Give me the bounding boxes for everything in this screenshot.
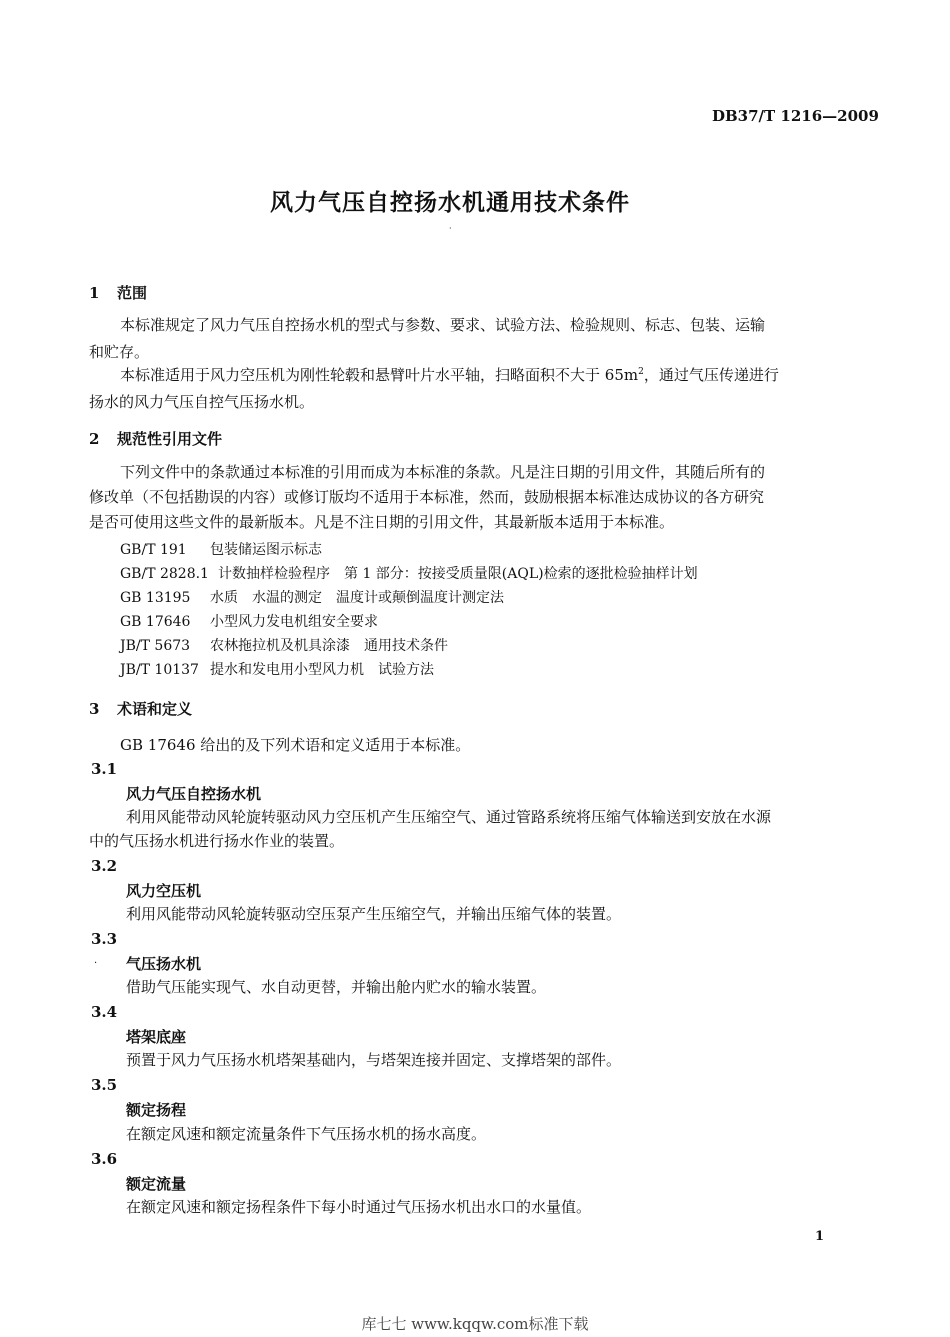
term-definition: 预置于风力气压扬水机塔架基础内，与塔架连接并固定、支撑塔架的部件。 xyxy=(126,1051,622,1069)
superscript: 2 xyxy=(638,367,644,377)
reference-item xyxy=(120,563,698,583)
term-definition: 中的气压扬水机进行扬水作业的装置。 xyxy=(89,832,345,850)
page-number: 1 xyxy=(815,1229,825,1244)
reference-item xyxy=(120,587,504,607)
paragraph-line xyxy=(120,364,779,385)
section-title: 范围 xyxy=(117,284,148,302)
paragraph-line: 扬水的风力气压自控气压扬水机。 xyxy=(89,393,315,411)
paragraph-line: 和贮存。 xyxy=(89,343,150,361)
paragraph-line: 下列文件中的条款通过本标准的引用而成为本标准的条款。凡是注日期的引用文件，其随后所有的 xyxy=(120,463,766,481)
term-name: 风力空压机 xyxy=(126,882,202,900)
section-2-heading xyxy=(89,428,222,449)
section-1-heading xyxy=(89,282,147,303)
paragraph-line: GB 17646 给出的及下列术语和定义适用于本标准。 xyxy=(120,736,471,754)
reference-title: 计数抽样检验程序 第 1 部分：按接受质量限(AQL)检索的逐批检验抽样计划 xyxy=(218,566,698,582)
document-title: 风力气压自控扬水机通用技术条件 xyxy=(270,189,630,216)
term-definition: 在额定风速和额定扬程条件下每小时通过气压扬水机出水口的水量值。 xyxy=(126,1198,592,1216)
reference-item xyxy=(120,635,448,655)
section-title: 术语和定义 xyxy=(117,700,193,718)
reference-code: GB 13195 xyxy=(120,590,191,606)
reference-title: 水质 水温的测定 温度计或颠倒温度计测定法 xyxy=(210,590,504,606)
term-name: 气压扬水机 xyxy=(126,955,202,973)
term-definition: 利用风能带动风轮旋转驱动风力空压机产生压缩空气、通过管路系统将压缩气体输送到安放在水源 xyxy=(126,808,772,826)
term-name: 额定扬程 xyxy=(126,1101,187,1119)
paragraph-line: 本标准规定了风力气压自控扬水机的型式与参数、要求、试验方法、检验规则、标志、包装、运输 xyxy=(120,316,766,334)
reference-code: JB/T 10137 xyxy=(120,662,199,678)
section-title: 规范性引用文件 xyxy=(117,430,223,448)
term-definition: 利用风能带动风轮旋转驱动空压泵产生压缩空气，并输出压缩气体的装置。 xyxy=(126,905,622,923)
reference-item xyxy=(120,611,378,631)
term-number: 3.6 xyxy=(91,1150,118,1168)
document-code: DB37/T 1216—2009 xyxy=(712,107,879,125)
text-run: ，通过气压传递进行 xyxy=(643,366,779,384)
speck: · xyxy=(449,224,452,233)
term-definition: 在额定风速和额定流量条件下气压扬水机的扬水高度。 xyxy=(126,1125,487,1143)
term-name: 塔架底座 xyxy=(126,1028,187,1046)
term-name: 风力气压自控扬水机 xyxy=(126,785,262,803)
reference-title: 小型风力发电机组安全要求 xyxy=(210,614,378,630)
text-run: 本标准适用于风力空压机为刚性轮毂和悬臂叶片水平轴，扫略面积不大于 65m xyxy=(120,366,639,384)
paragraph-line: 是否可使用这些文件的最新版本。凡是不注日期的引用文件，其最新版本适用于本标准。 xyxy=(89,513,675,531)
section-number: 2 xyxy=(89,430,100,448)
term-number: 3.5 xyxy=(91,1076,118,1094)
reference-code: GB 17646 xyxy=(120,614,191,630)
term-number: 3.3 xyxy=(91,930,118,948)
reference-item xyxy=(120,659,434,679)
term-number: 3.2 xyxy=(91,857,118,875)
footer-watermark: 库七七 www.kqqw.com标准下载 xyxy=(361,1315,589,1333)
reference-title: 包装储运图示标志 xyxy=(210,542,322,558)
reference-item xyxy=(120,539,322,559)
reference-code: GB/T 191 xyxy=(120,542,187,558)
term-number: 3.1 xyxy=(91,760,118,778)
section-number: 3 xyxy=(89,700,100,718)
term-definition: 借助气压能实现气、水自动更替，并输出舱内贮水的输水装置。 xyxy=(126,978,547,996)
reference-code: JB/T 5673 xyxy=(120,638,191,654)
reference-code: GB/T 2828.1 xyxy=(120,566,209,582)
speck: · xyxy=(94,958,98,969)
term-number: 3.4 xyxy=(91,1003,118,1021)
section-3-heading xyxy=(89,698,192,719)
section-number: 1 xyxy=(89,284,100,302)
term-name: 额定流量 xyxy=(126,1175,187,1193)
reference-title: 提水和发电用小型风力机 试验方法 xyxy=(210,662,434,678)
reference-title: 农林拖拉机及机具涂漆 通用技术条件 xyxy=(210,638,448,654)
paragraph-line: 修改单（不包括勘误的内容）或修订版均不适用于本标准，然而，鼓励根据本标准达成协议的各方研究 xyxy=(89,488,765,506)
